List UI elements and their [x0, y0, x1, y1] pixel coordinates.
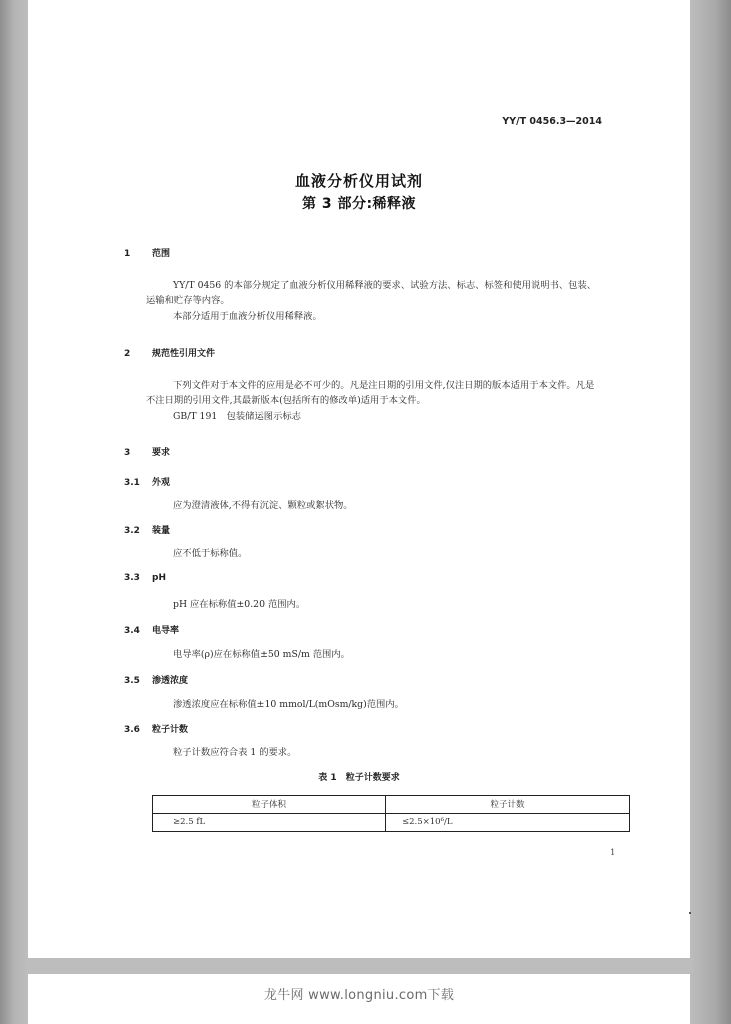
subsection-number: 3.5 [124, 676, 140, 686]
section-number: 2 [124, 349, 131, 359]
section-title: 要求 [152, 448, 171, 458]
table-header-cell: 粒子计数 [386, 796, 629, 814]
subsection-title: 外观 [152, 478, 171, 488]
paragraph: 渗透浓度应在标称值±10 mmol/L(mOsm/kg)范围内。 [173, 699, 404, 710]
subsection-heading-3-4 [124, 623, 179, 636]
standard-code: YY/T 0456.3—2014 [502, 116, 602, 127]
subsection-title: 电导率 [152, 626, 180, 636]
paragraph: 本部分适用于血液分析仪用稀释液。 [173, 311, 322, 322]
subsection-number: 3.3 [124, 573, 140, 583]
table-cell: ≥2.5 fL [153, 814, 386, 832]
particle-count-table [152, 795, 630, 832]
subsection-title: 粒子计数 [152, 725, 189, 735]
section-title: 规范性引用文件 [152, 349, 216, 359]
scan-speck [689, 912, 691, 914]
subsection-heading-3-2 [124, 523, 170, 536]
section-number: 1 [124, 249, 131, 259]
subsection-heading-3-5 [124, 673, 188, 686]
section-heading-3 [124, 445, 170, 458]
table-caption: 表 1 粒子计数要求 [318, 773, 400, 783]
subsection-heading-3-6 [124, 722, 188, 735]
table-header-cell: 粒子体积 [153, 796, 386, 814]
subsection-heading-3-1 [124, 475, 170, 488]
subsection-number: 3.4 [124, 626, 140, 636]
section-title: 范围 [152, 249, 171, 259]
paragraph: 电导率(ρ)应在标称值±50 mS/m 范围内。 [173, 649, 350, 660]
subsection-number: 3.1 [124, 478, 140, 488]
subsection-number: 3.6 [124, 725, 140, 735]
subsection-title: pH [152, 573, 166, 583]
page-number: 1 [610, 848, 616, 858]
table-cell: ≤2.5×10⁶/L [402, 817, 453, 828]
subsection-heading-3-3 [124, 573, 166, 583]
download-footer [28, 974, 690, 1024]
paragraph: YY/T 0456 的本部分规定了血液分析仪用稀释液的要求、试验方法、标志、标签和使用说明书、包装、运输和贮存等内容。 [146, 280, 597, 306]
section-heading-1 [124, 246, 170, 259]
document-title: 血液分析仪用试剂 [294, 172, 423, 190]
subsection-number: 3.2 [124, 526, 140, 536]
footer-link[interactable]: 龙牛网 www.longniu.com下载 [263, 988, 455, 1003]
paragraph: 粒子计数应符合表 1 的要求。 [173, 747, 297, 758]
subsection-title: 渗透浓度 [152, 676, 189, 686]
paragraph: 应为澄清液体,不得有沉淀、颗粒或絮状物。 [173, 500, 353, 511]
document-page [28, 0, 690, 958]
paragraph: 下列文件对于本文件的应用是必不可少的。凡是注日期的引用文件,仅注日期的版本适用于本文件。凡是不注日期的引用文件,其最新版本(包括所有的修改单)适用于本文件。 [146, 380, 595, 406]
section-heading-2 [124, 346, 215, 359]
subsection-title: 装量 [152, 526, 171, 536]
paragraph: pH 应在标称值±0.20 范围内。 [173, 599, 306, 610]
document-subtitle: 第 3 部分:稀释液 [301, 196, 417, 212]
section-number: 3 [124, 448, 131, 458]
paragraph: GB/T 191 包装储运图示标志 [173, 411, 301, 422]
paragraph: 应不低于标称值。 [173, 548, 248, 559]
